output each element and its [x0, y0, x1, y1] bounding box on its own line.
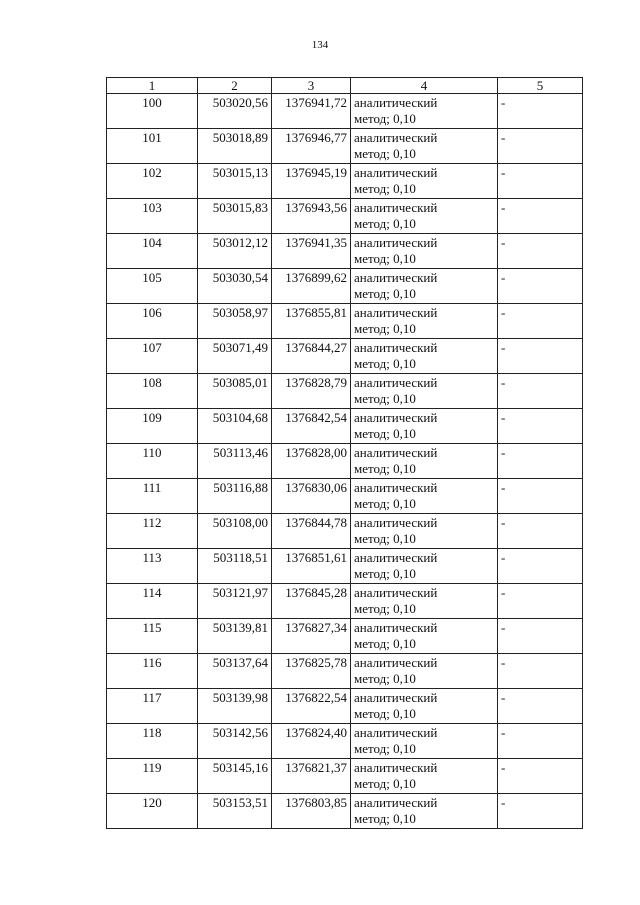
note-cell: -	[498, 374, 583, 409]
table-row	[107, 689, 583, 724]
method-cell	[351, 759, 498, 794]
header-row	[107, 78, 583, 94]
table-row	[107, 759, 583, 794]
method-name: аналитический	[354, 130, 438, 145]
y-coordinate-cell: 1376851,61	[272, 549, 351, 584]
method-accuracy: метод; 0,10	[354, 356, 416, 371]
method-accuracy: метод; 0,10	[354, 566, 416, 581]
method-name: аналитический	[354, 445, 438, 460]
method-accuracy: метод; 0,10	[354, 181, 416, 196]
note-cell: -	[498, 654, 583, 689]
point-number-cell: 120	[107, 794, 198, 829]
y-coordinate-cell: 1376828,79	[272, 374, 351, 409]
method-cell	[351, 409, 498, 444]
header-col-3: 3	[272, 78, 351, 94]
note-cell: -	[498, 269, 583, 304]
table-row	[107, 794, 583, 829]
x-coordinate-cell: 503121,97	[198, 584, 272, 619]
method-name: аналитический	[354, 690, 438, 705]
table-row	[107, 444, 583, 479]
point-number-cell: 104	[107, 234, 198, 269]
method-cell	[351, 689, 498, 724]
method-name: аналитический	[354, 165, 438, 180]
note-cell: -	[498, 94, 583, 129]
table-row	[107, 374, 583, 409]
method-accuracy: метод; 0,10	[354, 671, 416, 686]
x-coordinate-cell: 503137,64	[198, 654, 272, 689]
x-coordinate-cell: 503085,01	[198, 374, 272, 409]
note-cell: -	[498, 479, 583, 514]
point-number-cell: 115	[107, 619, 198, 654]
method-accuracy: метод; 0,10	[354, 741, 416, 756]
x-coordinate-cell: 503116,88	[198, 479, 272, 514]
method-name: аналитический	[354, 340, 438, 355]
header-col-2: 2	[198, 78, 272, 94]
point-number-cell: 119	[107, 759, 198, 794]
y-coordinate-cell: 1376828,00	[272, 444, 351, 479]
method-name: аналитический	[354, 200, 438, 215]
note-cell: -	[498, 304, 583, 339]
method-name: аналитический	[354, 95, 438, 110]
header-col-1: 1	[107, 78, 198, 94]
note-cell: -	[498, 234, 583, 269]
table-row	[107, 654, 583, 689]
method-accuracy: метод; 0,10	[354, 776, 416, 791]
y-coordinate-cell: 1376822,54	[272, 689, 351, 724]
method-accuracy: метод; 0,10	[354, 216, 416, 231]
y-coordinate-cell: 1376824,40	[272, 724, 351, 759]
x-coordinate-cell: 503113,46	[198, 444, 272, 479]
point-number-cell: 109	[107, 409, 198, 444]
method-cell	[351, 619, 498, 654]
table-row	[107, 409, 583, 444]
point-number-cell: 103	[107, 199, 198, 234]
x-coordinate-cell: 503118,51	[198, 549, 272, 584]
table-row	[107, 234, 583, 269]
note-cell: -	[498, 514, 583, 549]
method-name: аналитический	[354, 515, 438, 530]
point-number-cell: 101	[107, 129, 198, 164]
method-name: аналитический	[354, 480, 438, 495]
method-cell	[351, 199, 498, 234]
note-cell: -	[498, 724, 583, 759]
point-number-cell: 102	[107, 164, 198, 199]
method-name: аналитический	[354, 305, 438, 320]
x-coordinate-cell: 503108,00	[198, 514, 272, 549]
point-number-cell: 113	[107, 549, 198, 584]
method-cell	[351, 444, 498, 479]
y-coordinate-cell: 1376821,37	[272, 759, 351, 794]
table-row	[107, 619, 583, 654]
method-cell	[351, 724, 498, 759]
method-name: аналитический	[354, 585, 438, 600]
method-accuracy: метод; 0,10	[354, 461, 416, 476]
method-accuracy: метод; 0,10	[354, 111, 416, 126]
method-accuracy: метод; 0,10	[354, 531, 416, 546]
point-number-cell: 108	[107, 374, 198, 409]
point-number-cell: 110	[107, 444, 198, 479]
table-row	[107, 269, 583, 304]
method-cell	[351, 654, 498, 689]
y-coordinate-cell: 1376946,77	[272, 129, 351, 164]
method-cell	[351, 304, 498, 339]
table-row	[107, 129, 583, 164]
method-cell	[351, 584, 498, 619]
point-number-cell: 118	[107, 724, 198, 759]
method-name: аналитический	[354, 725, 438, 740]
y-coordinate-cell: 1376941,35	[272, 234, 351, 269]
method-name: аналитический	[354, 235, 438, 250]
point-number-cell: 114	[107, 584, 198, 619]
coordinates-table	[106, 77, 583, 829]
method-accuracy: метод; 0,10	[354, 146, 416, 161]
x-coordinate-cell: 503058,97	[198, 304, 272, 339]
y-coordinate-cell: 1376827,34	[272, 619, 351, 654]
table-row	[107, 724, 583, 759]
note-cell: -	[498, 199, 583, 234]
y-coordinate-cell: 1376844,78	[272, 514, 351, 549]
x-coordinate-cell: 503020,56	[198, 94, 272, 129]
x-coordinate-cell: 503153,51	[198, 794, 272, 829]
method-name: аналитический	[354, 760, 438, 775]
note-cell: -	[498, 409, 583, 444]
x-coordinate-cell: 503012,12	[198, 234, 272, 269]
method-name: аналитический	[354, 550, 438, 565]
method-cell	[351, 94, 498, 129]
method-name: аналитический	[354, 375, 438, 390]
method-name: аналитический	[354, 655, 438, 670]
point-number-cell: 105	[107, 269, 198, 304]
y-coordinate-cell: 1376945,19	[272, 164, 351, 199]
method-name: аналитический	[354, 795, 438, 810]
method-accuracy: метод; 0,10	[354, 391, 416, 406]
point-number-cell: 107	[107, 339, 198, 374]
header-col-5: 5	[498, 78, 583, 94]
y-coordinate-cell: 1376803,85	[272, 794, 351, 829]
note-cell: -	[498, 759, 583, 794]
note-cell: -	[498, 444, 583, 479]
point-number-cell: 117	[107, 689, 198, 724]
method-name: аналитический	[354, 270, 438, 285]
note-cell: -	[498, 129, 583, 164]
table-row	[107, 479, 583, 514]
note-cell: -	[498, 794, 583, 829]
table-row	[107, 304, 583, 339]
method-cell	[351, 374, 498, 409]
method-accuracy: метод; 0,10	[354, 251, 416, 266]
y-coordinate-cell: 1376899,62	[272, 269, 351, 304]
method-cell	[351, 479, 498, 514]
x-coordinate-cell: 503145,16	[198, 759, 272, 794]
point-number-cell: 111	[107, 479, 198, 514]
method-name: аналитический	[354, 620, 438, 635]
point-number-cell: 106	[107, 304, 198, 339]
table-row	[107, 199, 583, 234]
y-coordinate-cell: 1376941,72	[272, 94, 351, 129]
method-accuracy: метод; 0,10	[354, 601, 416, 616]
point-number-cell: 100	[107, 94, 198, 129]
x-coordinate-cell: 503030,54	[198, 269, 272, 304]
y-coordinate-cell: 1376855,81	[272, 304, 351, 339]
note-cell: -	[498, 339, 583, 374]
page-number: 134	[311, 39, 329, 51]
y-coordinate-cell: 1376842,54	[272, 409, 351, 444]
x-coordinate-cell: 503071,49	[198, 339, 272, 374]
table-header	[107, 78, 583, 94]
table-row	[107, 339, 583, 374]
method-accuracy: метод; 0,10	[354, 321, 416, 336]
header-col-4: 4	[351, 78, 498, 94]
method-accuracy: метод; 0,10	[354, 636, 416, 651]
method-cell	[351, 794, 498, 829]
table-row	[107, 94, 583, 129]
point-number-cell: 112	[107, 514, 198, 549]
point-number-cell: 116	[107, 654, 198, 689]
note-cell: -	[498, 619, 583, 654]
table-row	[107, 164, 583, 199]
y-coordinate-cell: 1376830,06	[272, 479, 351, 514]
x-coordinate-cell: 503139,81	[198, 619, 272, 654]
table-row	[107, 584, 583, 619]
method-cell	[351, 339, 498, 374]
method-cell	[351, 234, 498, 269]
method-cell	[351, 129, 498, 164]
y-coordinate-cell: 1376825,78	[272, 654, 351, 689]
method-accuracy: метод; 0,10	[354, 811, 416, 826]
note-cell: -	[498, 584, 583, 619]
x-coordinate-cell: 503015,13	[198, 164, 272, 199]
method-accuracy: метод; 0,10	[354, 706, 416, 721]
x-coordinate-cell: 503015,83	[198, 199, 272, 234]
method-accuracy: метод; 0,10	[354, 496, 416, 511]
method-cell	[351, 164, 498, 199]
method-cell	[351, 549, 498, 584]
method-accuracy: метод; 0,10	[354, 426, 416, 441]
x-coordinate-cell: 503139,98	[198, 689, 272, 724]
y-coordinate-cell: 1376844,27	[272, 339, 351, 374]
table-body	[107, 94, 583, 829]
note-cell: -	[498, 689, 583, 724]
method-name: аналитический	[354, 410, 438, 425]
method-cell	[351, 514, 498, 549]
note-cell: -	[498, 164, 583, 199]
x-coordinate-cell: 503104,68	[198, 409, 272, 444]
method-accuracy: метод; 0,10	[354, 286, 416, 301]
x-coordinate-cell: 503142,56	[198, 724, 272, 759]
x-coordinate-cell: 503018,89	[198, 129, 272, 164]
note-cell: -	[498, 549, 583, 584]
y-coordinate-cell: 1376845,28	[272, 584, 351, 619]
table-row	[107, 514, 583, 549]
method-cell	[351, 269, 498, 304]
table-row	[107, 549, 583, 584]
y-coordinate-cell: 1376943,56	[272, 199, 351, 234]
